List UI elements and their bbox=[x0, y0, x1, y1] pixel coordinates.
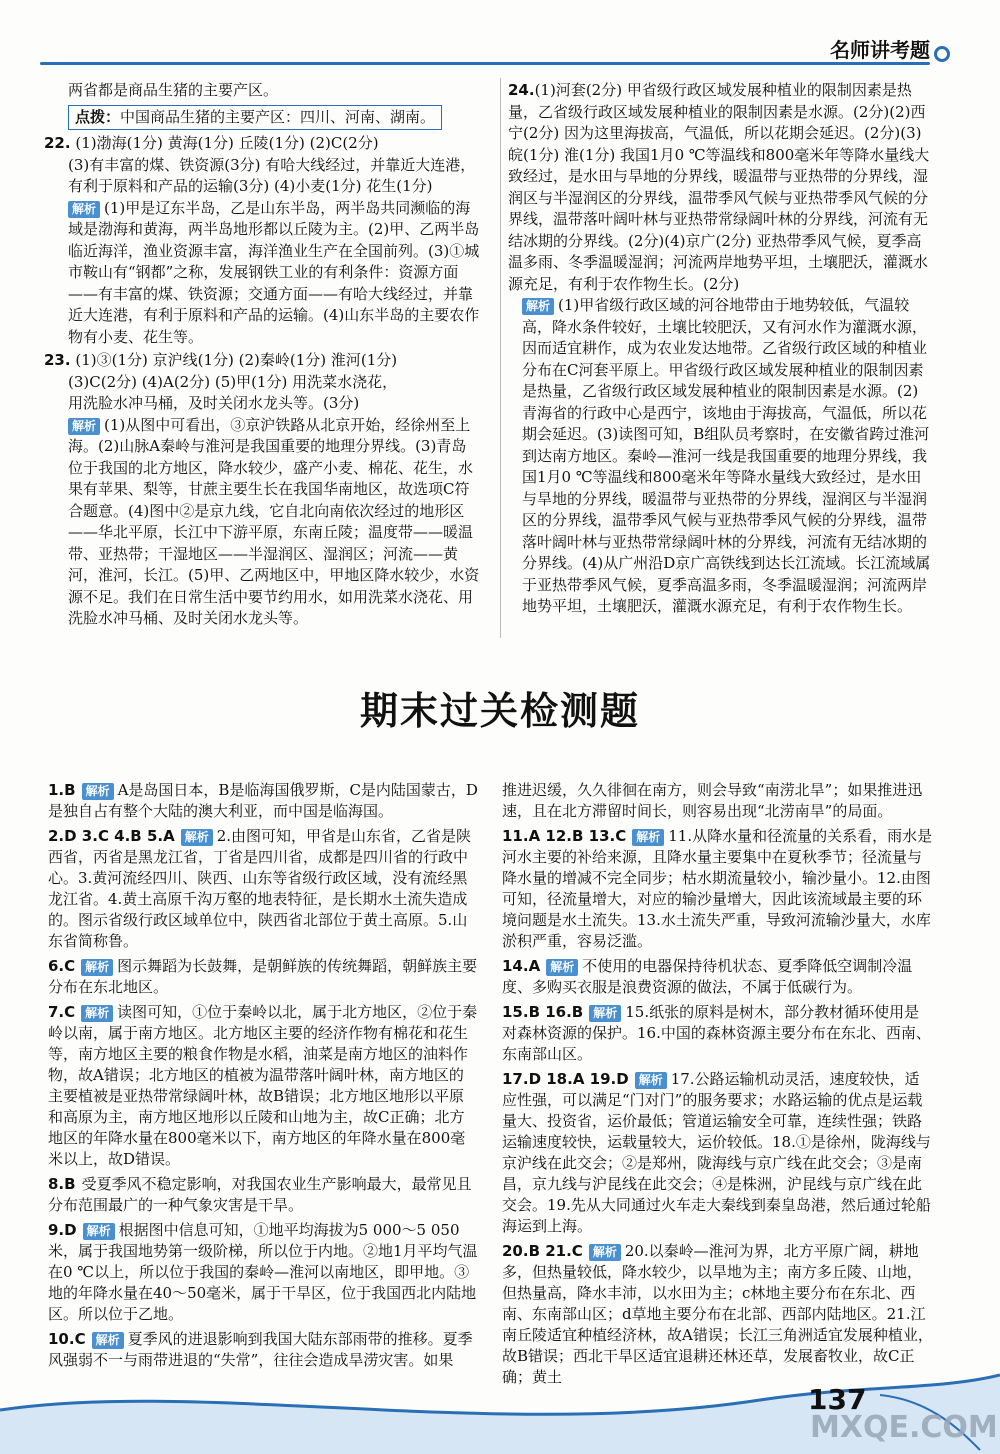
answer-item bbox=[502, 1069, 934, 1237]
answer-number: 14.A bbox=[502, 957, 541, 975]
analysis-tag: 解析 bbox=[68, 201, 100, 218]
analysis-tag: 解析 bbox=[632, 829, 664, 846]
answer-number: 2.D 3.C 4.B 5.A bbox=[48, 827, 175, 845]
question-22 bbox=[44, 133, 480, 155]
answer-text: A是岛国日本，B是临海国俄罗斯，C是内陆国蒙古，D是独自占有整个大陆的澳大利亚，而中国是临海国。 bbox=[48, 781, 478, 820]
analysis-tag: 解析 bbox=[522, 298, 554, 315]
answer-text: 20.以秦岭—淮河为界，北方平原广阔，耕地多，但热量较低，降水较少，以旱地为主；南方多丘陵、山地，但热量高，降水丰沛，以水田为主；c林地主要分布在东北、西南、东南部山区；d草地主要分布在北部、西部内陆地区。21.江南丘陵适宜种植经济林，故A错误；长江三角洲适宜发展种植业，故B错误；西北干旱区适宜退耕还林还草，发展畜牧业，故C正确；黄土 bbox=[502, 1242, 933, 1386]
watermark: MXQE.COM bbox=[810, 1410, 998, 1445]
answer-item bbox=[502, 1002, 934, 1065]
q22-line-1: (1)渤海(1分) 黄海(1分) 丘陵(1分) (2)C(2分) bbox=[75, 134, 379, 152]
answer-number: 17.D 18.A 19.D bbox=[502, 1070, 629, 1088]
answer-item bbox=[48, 1220, 478, 1325]
question-23 bbox=[44, 350, 480, 372]
analysis-tag: 解析 bbox=[83, 1223, 115, 1240]
answer-number: 9.D bbox=[48, 1221, 77, 1239]
q24-number: 24. bbox=[508, 81, 535, 99]
dianbo-box bbox=[68, 105, 442, 131]
answer-item bbox=[48, 1002, 478, 1170]
answer-item bbox=[48, 826, 478, 952]
analysis-tag: 解析 bbox=[635, 1072, 667, 1089]
q22-line-3: 有利于原料和产品的运输(3分) (4)小麦(1分) 花生(1分) bbox=[68, 177, 433, 195]
answer-item bbox=[502, 956, 934, 998]
answer-text: 不使用的电器保持待机状态、夏季降低空调制冷温度、多购买衣服是浪费资源的做法，不属于低碳行为。 bbox=[502, 957, 913, 996]
analysis-tag: 解析 bbox=[589, 1005, 621, 1022]
analysis-tag: 解析 bbox=[82, 783, 114, 800]
answer-number: 8.B bbox=[48, 1175, 76, 1193]
section-title: 期末过关检测题 bbox=[359, 689, 640, 733]
answer-number: 11.A 12.B 13.C bbox=[502, 827, 627, 845]
q23-analysis bbox=[68, 415, 480, 630]
header-title: 名师讲考题 bbox=[830, 38, 930, 62]
header-line bbox=[40, 62, 930, 65]
answer-item bbox=[502, 780, 934, 822]
answer-text: 读图可知，①位于秦岭以北，属于北方地区，②位于秦岭以南，属于南方地区。北方地区主要的经济作物有棉花和花生等，南方地区主要的粮食作物是水稻，油菜是南方地区的油料作物，故A错误；北方地区的植被为温带落叶阔叶林，南方地区的主要植被是亚热带常绿阔叶林，故B错误；北方地区地形以平原和高原为主，南方地区地形以丘陵和山地为主，故C正确；北方地区的年降水量在800毫米以下，南方地区的年降水量在800毫米以上，故D错误。 bbox=[48, 1003, 478, 1168]
answer-text: 17.公路运输机动灵活，速度较快，适应性强，可以满足“门对门”的服务要求；水路运输的优点是运载量大、投资省，运价最低；管道运输安全可靠，连续性强；铁路运输速度较快，运载量较大，运价较低。18.①是徐州，陇海线与京沪线在此交会；②是郑州，陇海线与京广线在此交会；③是南昌，京九线与沪昆线在此交会；④是株洲，沪昆线与京广线在此交会。19.先从大同通过火车走大秦线到秦皇岛港，然后通过轮船海运到上海。 bbox=[502, 1070, 931, 1235]
answer-text: 夏季风的进退影响到我国大陆东部雨带的推移。夏季风强弱不一与雨带进退的“失常”，往往会造成旱涝灾害。如果 bbox=[48, 1330, 473, 1369]
top-left-column bbox=[44, 80, 480, 630]
page-number: 137 bbox=[808, 1383, 867, 1416]
q22-line-2: (3)有丰富的煤、铁资源(3分) 有哈大线经过，并靠近大连港， bbox=[68, 155, 476, 174]
answer-text: 2.由图可知，甲省是山东省，乙省是陕西省，丙省是黑龙江省，丁省是四川省，成都是四川省的行政中心。3.黄河流经四川、陕西、山东等省级行政区域，没有流经黑龙江省。4.黄土高原千沟万壑的地表特征，是长期水土流失造成的。图示省级行政区域单位中，陕西省北部位于黄土高原。5.山东省简称鲁。 bbox=[48, 827, 472, 950]
answer-number: 6.C bbox=[48, 957, 76, 975]
analysis-tag: 解析 bbox=[81, 1005, 113, 1022]
q22-number: 22. bbox=[44, 134, 71, 152]
answer-item bbox=[48, 1174, 478, 1216]
answer-item bbox=[48, 1329, 478, 1371]
answer-text: 推进迟缓，久久徘徊在南方，则会导致“南涝北旱”；如果推进迅速，且在北方滞留时间长，则容易出现“北涝南旱”的局面。 bbox=[502, 781, 923, 820]
answer-text: 根据图中信息可知，①地平均海拔为5 000～5 050米，属于我国地势第一级阶梯，所以位于内地。②地1月平均气温在0 ℃以上，所以位于我国的秦岭—淮河以南地区，即甲地。③地的年降水量在40～50毫米，属于干旱区，位于我国西北内陆地区。所以位于乙地。 bbox=[48, 1221, 478, 1323]
answer-text: 15.纸张的原料是树木，部分教材循环使用是对森林资源的保护。16.中国的森林资源主要分布在东北、西南、东南部山区。 bbox=[502, 1003, 931, 1063]
q22-analysis-text: (1)甲是辽东半岛，乙是山东半岛，两半岛共同濒临的海域是渤海和黄海，两半岛地形都以丘陵为主。(2)甲、乙两半岛临近海洋，渔业资源丰富，海洋渔业生产在全国前列。(3)①城市鞍山有“钢都”之称，发展钢铁工业的有利条件：资源方面——有丰富的煤、铁资源；交通方面——有哈大线经过，并靠近大连港，有利于原料和产品的运输。(4)山东半岛的主要农作物有小麦、花生等。 bbox=[68, 198, 480, 346]
q24-analysis-text: (1)甲省级行政区域的河谷地带由于地势较低，气温较高，降水条件较好，土壤比较肥沃，又有河水作为灌溉水源，因而适宜耕作，成为农业发达地带。乙省级行政区域的种植业分布在C河套平原上。甲省级行政区域发展种植业的限制因素是热量，乙省级行政区域发展种植业的限制因素是水源。(2)青海省的行政中心是西宁，该地由于海拔高，气温低，所以花期会延迟。(3)读图可知，B组队员考察时，在安徽省跨过淮河到达南方地区。秦岭—淮河一线是我国重要的地理分界线，我国1月0 ℃等温线和800毫米年等降水量线大致经过，是水田与旱地的分界线，暖温带与亚热带的分界线，湿润区与半湿润区的分界线，温带季风气候与亚热带季风气候的分界线，温带落叶阔叶林与亚热带常绿阔叶林的分界线，河流有无结冰期的分界线。(4)从广州沿D京广高铁线到达长江流域。长江流域属于亚热带季风气候，夏季高温多雨，冬季温暖湿润；河流两岸地势平坦，土壤肥沃，灌溉水源充足，有利于农作物生长。 bbox=[522, 296, 931, 615]
answer-number: 20.B 21.C bbox=[502, 1242, 583, 1260]
q23-analysis-text: (1)从图中可看出，③京沪铁路从北京开始，经徐州至上海。(2)山脉A秦岭与淮河是我国重要的地理分界线。(3)青岛位于我国的北方地区，降水较少，盛产小麦、棉花、花生，水果有苹果、梨等，甘蔗主要生长在我国华南地区，故选项C符合题意。(4)图中②是京九线，它自北向南依次经过的地形区——华北平原，长江中下游平原，东南丘陵；温度带——暖温带、亚热带；干湿地区——半湿润区、湿润区；河流——黄河，淮河，长江。(5)甲、乙两地区中，甲地区降水较少，水资源不足。我们在日常生活中要节约用水，如用洗菜水浇花、用洗脸水冲马桶、及时关闭水龙头等。 bbox=[68, 415, 480, 627]
column-divider bbox=[500, 78, 501, 638]
q23-line-1: (1)③(1分) 京沪线(1分) (2)秦岭(1分) 淮河(1分) bbox=[75, 351, 398, 369]
answer-item bbox=[502, 1241, 934, 1388]
analysis-tag: 解析 bbox=[68, 418, 100, 435]
answer-number: 10.C bbox=[48, 1330, 86, 1348]
answer-item bbox=[48, 780, 478, 822]
analysis-tag: 解析 bbox=[589, 1244, 621, 1261]
answer-item bbox=[502, 826, 934, 952]
q23-line-3: 用洗脸水冲马桶，及时关闭水龙头等。(3分) bbox=[68, 394, 360, 412]
dianbo-label: 点拨： bbox=[75, 107, 121, 126]
top-right-column bbox=[508, 80, 933, 618]
q24-analysis bbox=[508, 295, 933, 618]
analysis-tag: 解析 bbox=[92, 1332, 124, 1349]
answer-text: 受夏季风不稳定影响，对我国农业生产影响最大，最常见且分布范围最广的一种气象灾害是干旱。 bbox=[48, 1175, 472, 1214]
bottom-left-column bbox=[48, 780, 478, 1375]
answer-item bbox=[48, 956, 478, 998]
dianbo-text: 中国商品生猪的主要产区：四川、河南、湖南。 bbox=[120, 107, 436, 126]
answer-number: 1.B bbox=[48, 781, 76, 799]
question-24 bbox=[508, 80, 933, 295]
analysis-tag: 解析 bbox=[81, 959, 113, 976]
answer-text: 11.从降水量和径流量的关系看，雨水是河水主要的补给来源，且降水量主要集中在夏秋季节；径流量与降水量的增减不完全同步；枯水期流量较小，输沙量小。12.由图可知，径流量增大，对应的输沙量增大，因此该流域最主要的环境问题是水土流失。13.水土流失严重，导致河流输沙量大，水库淤积严重，容易泛滥。 bbox=[502, 827, 933, 950]
intro-text: 两省都是商品生猪的主要产区。 bbox=[68, 81, 279, 99]
analysis-tag: 解析 bbox=[181, 829, 213, 846]
answer-number: 7.C bbox=[48, 1003, 76, 1021]
analysis-tag: 解析 bbox=[546, 959, 578, 976]
bottom-right-column bbox=[502, 780, 934, 1392]
circle-icon bbox=[934, 46, 950, 62]
q23-number: 23. bbox=[44, 351, 71, 369]
q24-text: (1)河套(2分) 甲省级行政区域发展种植业的限制因素是热量，乙省级行政区域发展种植业的限制因素是水源。(2分)(2)西宁(2分) 因为这里海拔高，气温低，所以花期会延迟。(2分)(3)皖(1分) 淮(1分) 我国1月0 ℃等温线和800毫米年等降水量线大致经过，是水田与旱地的分界线，暖温带与亚热带的分界线，湿润区与半湿润区的分界线，温带季风气候与亚热带季风气候的分界线，温带落叶阔叶林与亚热带常绿阔叶林的分界线，河流有无结冰期的分界线。(2分)(4)京广(2分) 亚热带季风气候，夏季高温多雨、冬季温暖湿润；河流两岸地势平坦，土壤肥沃，灌溉水源充足，有利于农作物生长。(2分) bbox=[508, 81, 930, 293]
answer-text: 图示舞蹈为长鼓舞，是朝鲜族的传统舞蹈，朝鲜族主要分布在东北地区。 bbox=[48, 957, 478, 996]
answer-number: 15.B 16.B bbox=[502, 1003, 584, 1021]
q23-line-2: (3)C(2分) (4)A(2分) (5)甲(1分) 用洗菜水浇花， bbox=[68, 372, 398, 391]
q22-analysis bbox=[68, 198, 480, 349]
